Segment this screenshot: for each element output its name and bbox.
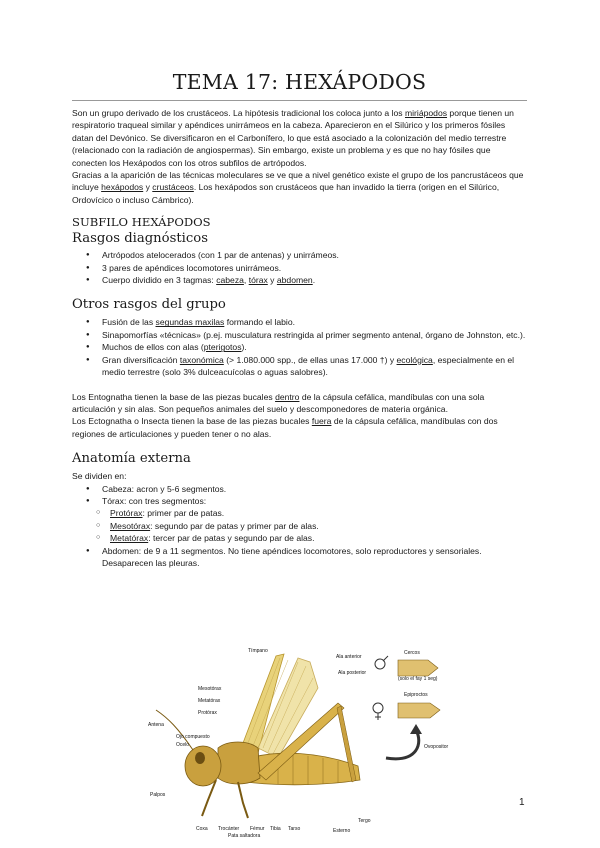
item-text: Muchos de ellos con alas (	[102, 342, 204, 353]
label-femur: Fémur	[250, 826, 265, 832]
item-text: Gran diversificación	[102, 354, 180, 365]
label-cercos-sub: (solo el fay 1 seg)	[398, 676, 438, 682]
label-antena: Antena	[148, 722, 164, 728]
metatorax-link[interactable]: Metatórax	[110, 533, 149, 544]
item-text: Fusión de las	[102, 317, 156, 328]
pancrustacea-text-2: . Los hexápodos son crustáceos que han invadido la tierra (origen en el Silúrico, Ordovícico o incluso Cámbrico).	[72, 182, 500, 205]
pancrustacea-text-1: Gracias a la aparición de las técnicas moleculares se ve que a nivel genético existe el grupo de los pancrustáceos que incluye	[72, 170, 524, 193]
otros-heading: Otros rasgos del grupo	[72, 297, 226, 313]
inset-arrow-head	[410, 724, 422, 734]
list-item: ● Artrópodos atelocerados (con 1 par de antenas) y unirrámeos.	[86, 249, 527, 261]
item-text: Cuerpo dividido en 3 tagmas:	[102, 275, 217, 286]
ecologica-link[interactable]: ecológica	[396, 354, 433, 365]
sublist-item	[96, 532, 527, 544]
male-inset	[375, 656, 438, 676]
item-text: ).	[241, 342, 247, 353]
list-item: ● 3 pares de apéndices locomotores unirrámeos.	[86, 262, 527, 274]
item-text: .	[312, 275, 316, 286]
label-esterno: Esterno	[333, 828, 351, 834]
miriapodos-link[interactable]: miriápodos	[404, 108, 448, 118]
label-ala-posterior: Ala posterior	[338, 670, 367, 676]
rasgos-heading: Rasgos diagnósticos	[72, 231, 208, 247]
item-text: formando el labio.	[224, 317, 296, 328]
female-inset	[373, 703, 440, 720]
label-metatorax: Metatórax	[198, 698, 221, 704]
item-text: : tercer par de patas y segundo par de alas.	[148, 533, 315, 544]
label-protorax: Protórax	[198, 710, 217, 716]
page-number: 1	[519, 797, 525, 808]
hexapodos-link[interactable]: hexápodos	[101, 182, 144, 193]
document-page	[72, 70, 527, 569]
abdomen-link[interactable]: abdomen	[276, 275, 313, 286]
fuera-link[interactable]: fuera	[311, 416, 332, 427]
item-text: ,	[243, 275, 249, 286]
label-ojo-compuesto: Ojo compuesto	[176, 734, 210, 740]
page-title: TEMA 17: HEXÁPODOS	[172, 70, 427, 94]
thorax-shape	[218, 742, 260, 784]
sublist-item	[96, 520, 527, 532]
ecto-text-1: Los Ectognatha o Insecta tienen la base de las piezas bucales	[72, 416, 312, 427]
anatomia-heading: Anatomía externa	[72, 451, 191, 467]
segundas-maxilas-link[interactable]: segundas maxilas	[155, 317, 225, 328]
otros-list	[72, 316, 527, 378]
pterigotos-link[interactable]: pterigotos	[203, 342, 242, 353]
label-tibia: Tibia	[270, 826, 281, 832]
anatomia-list	[72, 483, 527, 508]
label-epiproctos: Epiproctos	[404, 692, 428, 698]
intro-text-1: Son un grupo derivado de los crustáceos. La hipótesis tradicional los coloca junto a los	[72, 108, 405, 118]
label-ocelo: Ocelo	[176, 742, 190, 748]
rasgos-list	[72, 249, 527, 286]
taxonomica-link[interactable]: taxonómica	[179, 354, 224, 365]
anatomia-list-2	[72, 545, 527, 570]
label-timpano: Tímpano	[248, 648, 268, 654]
label-tarso: Tarso	[288, 826, 301, 832]
label-ovopositor: Ovopositor	[424, 744, 449, 750]
inset-arrow	[386, 730, 419, 759]
list-item	[86, 354, 527, 379]
pancrustacea-paragraph	[72, 169, 527, 206]
list-item: ● Tórax: con tres segmentos:	[86, 495, 527, 507]
label-ala-anterior: Ala anterior	[336, 654, 362, 660]
list-item: ● Sinapomorfías «técnicas» (p.ej. musculatura restringida al primer segmento antenal, órgano de Johnston, etc.).	[86, 329, 527, 341]
ecto-text-2: de la cápsula cefálica, mandíbulas con dos regiones de articulaciones y pueden tener o no alas.	[72, 416, 498, 439]
torax-link[interactable]: tórax	[248, 275, 268, 286]
conjunction: y	[143, 182, 153, 193]
item-text: , especialmente en el medio terrestre (solo 3% dulceacuícolas o aguas salobres).	[102, 354, 515, 378]
compound-eye-shape	[195, 752, 205, 764]
label-cercos: Cercos	[404, 650, 420, 656]
item-text: y	[267, 275, 277, 286]
list-item	[86, 316, 527, 328]
ento-text-2: de la cápsula cefálica, mandíbulas con una sola articulación y sin alas. Son pequeños animales del suelo y descomponedores de materia orgánica.	[72, 391, 485, 414]
mesotorax-link[interactable]: Mesotórax	[110, 520, 151, 531]
label-pata-saltadora: Pata saltadora	[228, 833, 261, 838]
ectognatha-paragraph	[72, 415, 527, 440]
label-palpo: Palpos	[150, 792, 166, 798]
intro-text-2: porque tienen un respiratorio traqueal similar y apéndices unirrámeos en la cabeza. Aparecieron en el Silúrico y los primeros fósiles datan del Devónico. Se diversificaron en el Carbonífero, lo que está asociado a la colonización del medio terrestre (relacionado con la radiación de angiospermas). Sin embargo, existe un problema y es que no hay fósiles que conecten los Hexápodos con los otros subfilos de artrópodos.	[72, 108, 514, 168]
anatomia-intro: Se dividen en:	[72, 471, 127, 482]
subfilo-heading: SUBFILO HEXÁPODOS	[72, 215, 211, 230]
item-text: : primer par de patas.	[142, 508, 225, 519]
sublist-item	[96, 507, 527, 519]
list-item	[86, 341, 527, 353]
list-item	[86, 274, 527, 286]
crustaceos-link[interactable]: crustáceos	[152, 182, 194, 193]
dentro-link[interactable]: dentro	[275, 391, 300, 402]
protorax-link[interactable]: Protórax	[110, 508, 143, 519]
item-text: (> 1.080.000 spp., de ellas unas 17.000 †) y	[223, 354, 397, 365]
title-rule	[72, 100, 527, 101]
entognatha-paragraph	[72, 391, 527, 416]
list-item: ● Abdomen: de 9 a 11 segmentos. No tiene apéndices locomotores, solo reproductores y sensoriales. Desaparecen las pleuras.	[86, 545, 527, 570]
label-tergo: Tergo	[358, 818, 371, 824]
ento-text-1: Los Entognatha tienen la base de las piezas bucales	[72, 391, 276, 402]
intro-paragraph	[72, 107, 527, 169]
item-text: : segundo par de patas y primer par de alas.	[150, 520, 319, 531]
label-trocanter: Trocánter	[218, 826, 240, 832]
torax-sublist	[72, 507, 527, 544]
label-coxa: Coxa	[196, 826, 208, 832]
midleg-shape	[238, 782, 248, 818]
cabeza-link[interactable]: cabeza	[216, 275, 244, 286]
abdomen-shape	[243, 753, 360, 785]
list-item: ● Cabeza: acron y 5-6 segmentos.	[86, 483, 527, 495]
grasshopper-figure	[148, 648, 468, 838]
label-mesotorax: Mesotórax	[198, 686, 222, 692]
